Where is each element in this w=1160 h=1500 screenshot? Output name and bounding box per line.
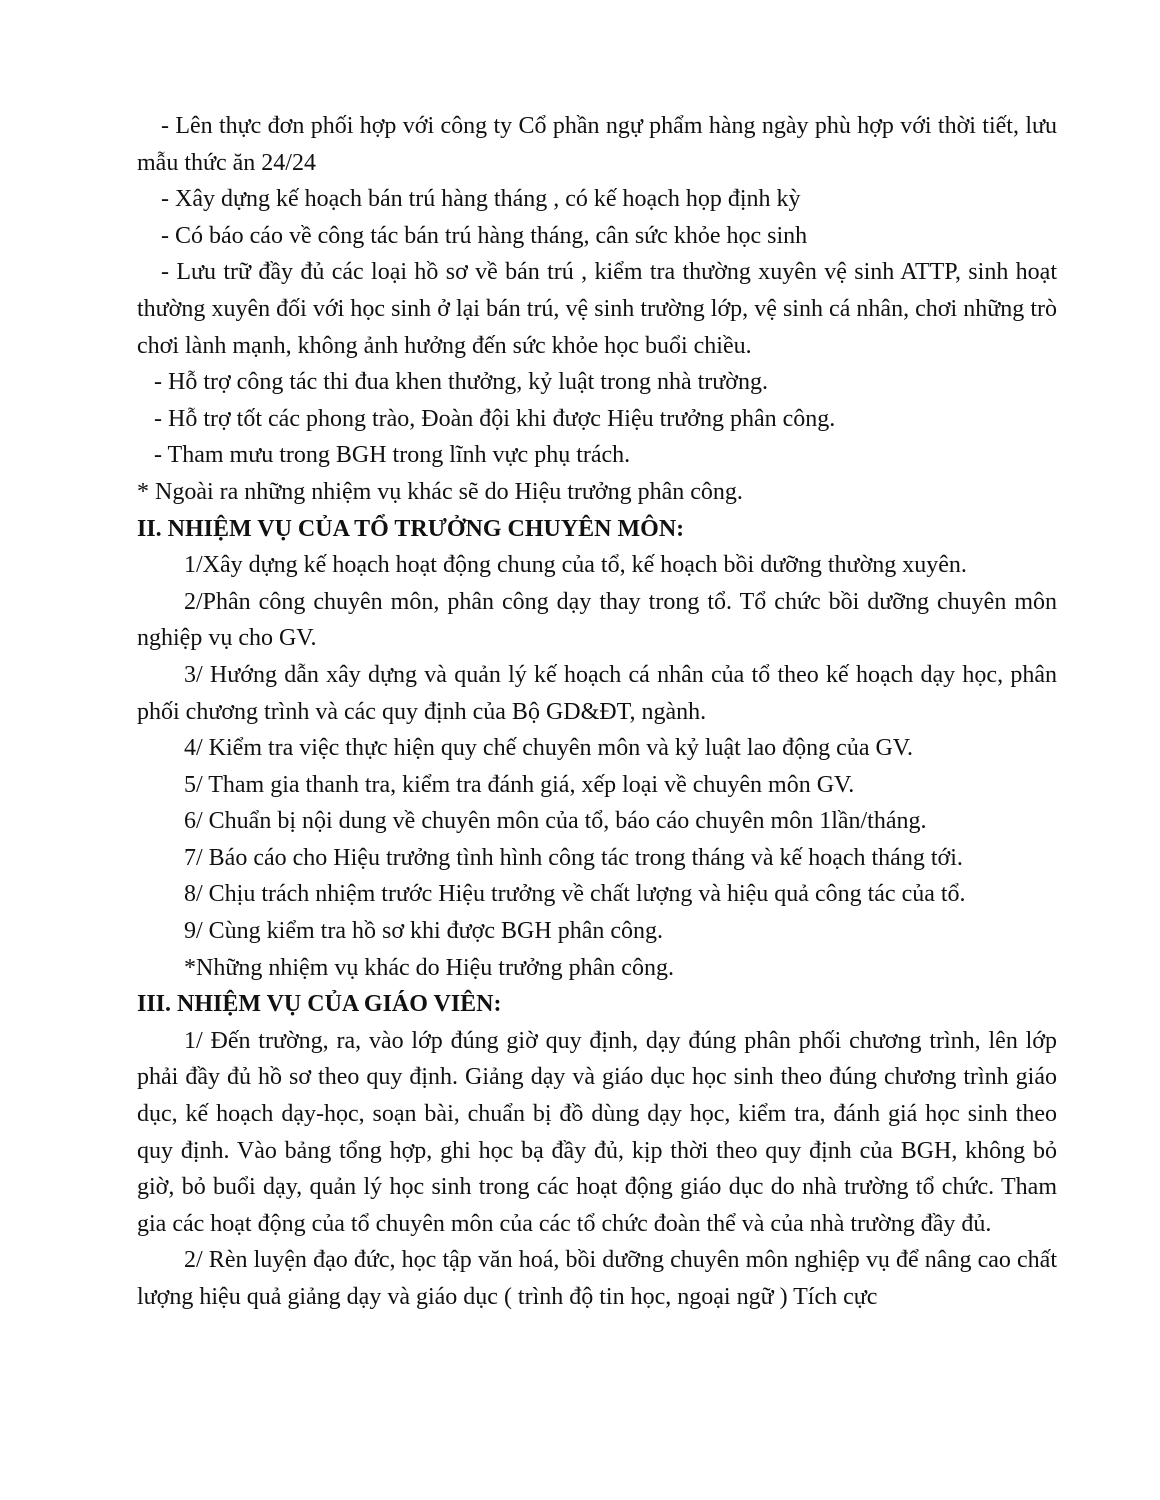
list-item: 3/ Hướng dẫn xây dựng và quản lý kế hoạch cá nhân của tổ theo kế hoạch dạy học, phân phối chương trình và các quy định của Bộ GD&ĐT, ngành. [137,661,1057,725]
paragraph-boarding-report: - Có báo cáo về công tác bán trú hàng tháng, cân sức khỏe học sinh [161,222,808,249]
list-item: 1/Xây dựng kế hoạch hoạt động chung của tổ, kế hoạch bồi dưỡng thường xuyên. [184,552,967,579]
paragraph-boarding-plan: - Xây dựng kế hoạch bán trú hàng tháng , có kế hoạch họp định kỳ [161,186,801,213]
paragraph-other-duties-note: * Ngoài ra những nhiệm vụ khác sẽ do Hiệu trưởng phân công. [137,478,743,505]
paragraph-movement-support: - Hỗ trợ tốt các phong trào, Đoàn đội khi được Hiệu trưởng phân công. [154,405,836,432]
list-item: 1/ Đến trường, ra, vào lớp đúng giờ quy định, dạy đúng phân phối chương trình, lên lớp phải đầy đủ hồ sơ theo quy định. Giảng dạy và giáo dục học sinh theo đúng chương trình giáo dục, kế hoạch dạy-học, soạn bài, chuẩn bị đồ dùng dạy học, kiểm tra, đánh giá học sinh theo quy định. Vào bảng tổng hợp, ghi học bạ đầy đủ, kịp thời theo quy định của BGH, không bỏ giờ, bỏ buổi dạy, quản lý học sinh trong các hoạt động giáo dục do nhà trường tổ chức. Tham gia các hoạt động của tổ chuyên môn của các tổ chức đoàn thể và của nhà trường đầy đủ. [137,1027,1057,1237]
section-heading-team-leader: II. NHIỆM VỤ CỦA TỔ TRƯỞNG CHUYÊN MÔN: [137,515,685,542]
document-body [137,108,1057,1316]
list-item: 8/ Chịu trách nhiệm trước Hiệu trưởng về chất lượng và hiệu quả công tác của tổ. [184,881,966,908]
paragraph-emulation-support: - Hỗ trợ công tác thi đua khen thưởng, kỷ luật trong nhà trường. [154,369,768,396]
list-item: 9/ Cùng kiểm tra hồ sơ khi được BGH phân công. [184,918,664,945]
list-item: 7/ Báo cáo cho Hiệu trưởng tình hình công tác trong tháng và kế hoạch tháng tới. [184,844,963,871]
paragraph-advisory: - Tham mưu trong BGH trong lĩnh vực phụ trách. [154,442,631,469]
list-item: *Những nhiệm vụ khác do Hiệu trưởng phân công. [184,954,674,981]
section-heading-teacher: III. NHIỆM VỤ CỦA GIÁO VIÊN: [137,991,502,1018]
paragraph-boarding-records: - Lưu trữ đầy đủ các loại hồ sơ về bán trú , kiểm tra thường xuyên vệ sinh ATTP, sinh hoạt thường xuyên đối với học sinh ở lại bán trú, vệ sinh trường lớp, vệ sinh cá nhân, chơi những trò chơi lành mạnh, không ảnh hưởng đến sức khỏe học buổi chiều. [137,259,1057,359]
list-item: 5/ Tham gia thanh tra, kiểm tra đánh giá, xếp loại về chuyên môn GV. [184,771,855,798]
paragraph-menu-planning: - Lên thực đơn phối hợp với công ty Cổ phần ngự phẩm hàng ngày phù hợp với thời tiết, lưu mẫu thức ăn 24/24 [137,113,1057,176]
list-item: 4/ Kiểm tra việc thực hiện quy chế chuyên môn và kỷ luật lao động của GV. [184,735,914,762]
list-item: 2/ Rèn luyện đạo đức, học tập văn hoá, bồi dưỡng chuyên môn nghiệp vụ để nâng cao chất lượng hiệu quả giảng dạy và giáo dục ( trình độ tin học, ngoại ngữ ) Tích cực [137,1247,1057,1310]
list-item: 2/Phân công chuyên môn, phân công dạy thay trong tổ. Tổ chức bồi dưỡng chuyên môn nghiệp vụ cho GV. [137,588,1057,652]
list-item: 6/ Chuẩn bị nội dung về chuyên môn của tổ, báo cáo chuyên môn 1lần/tháng. [184,808,927,835]
